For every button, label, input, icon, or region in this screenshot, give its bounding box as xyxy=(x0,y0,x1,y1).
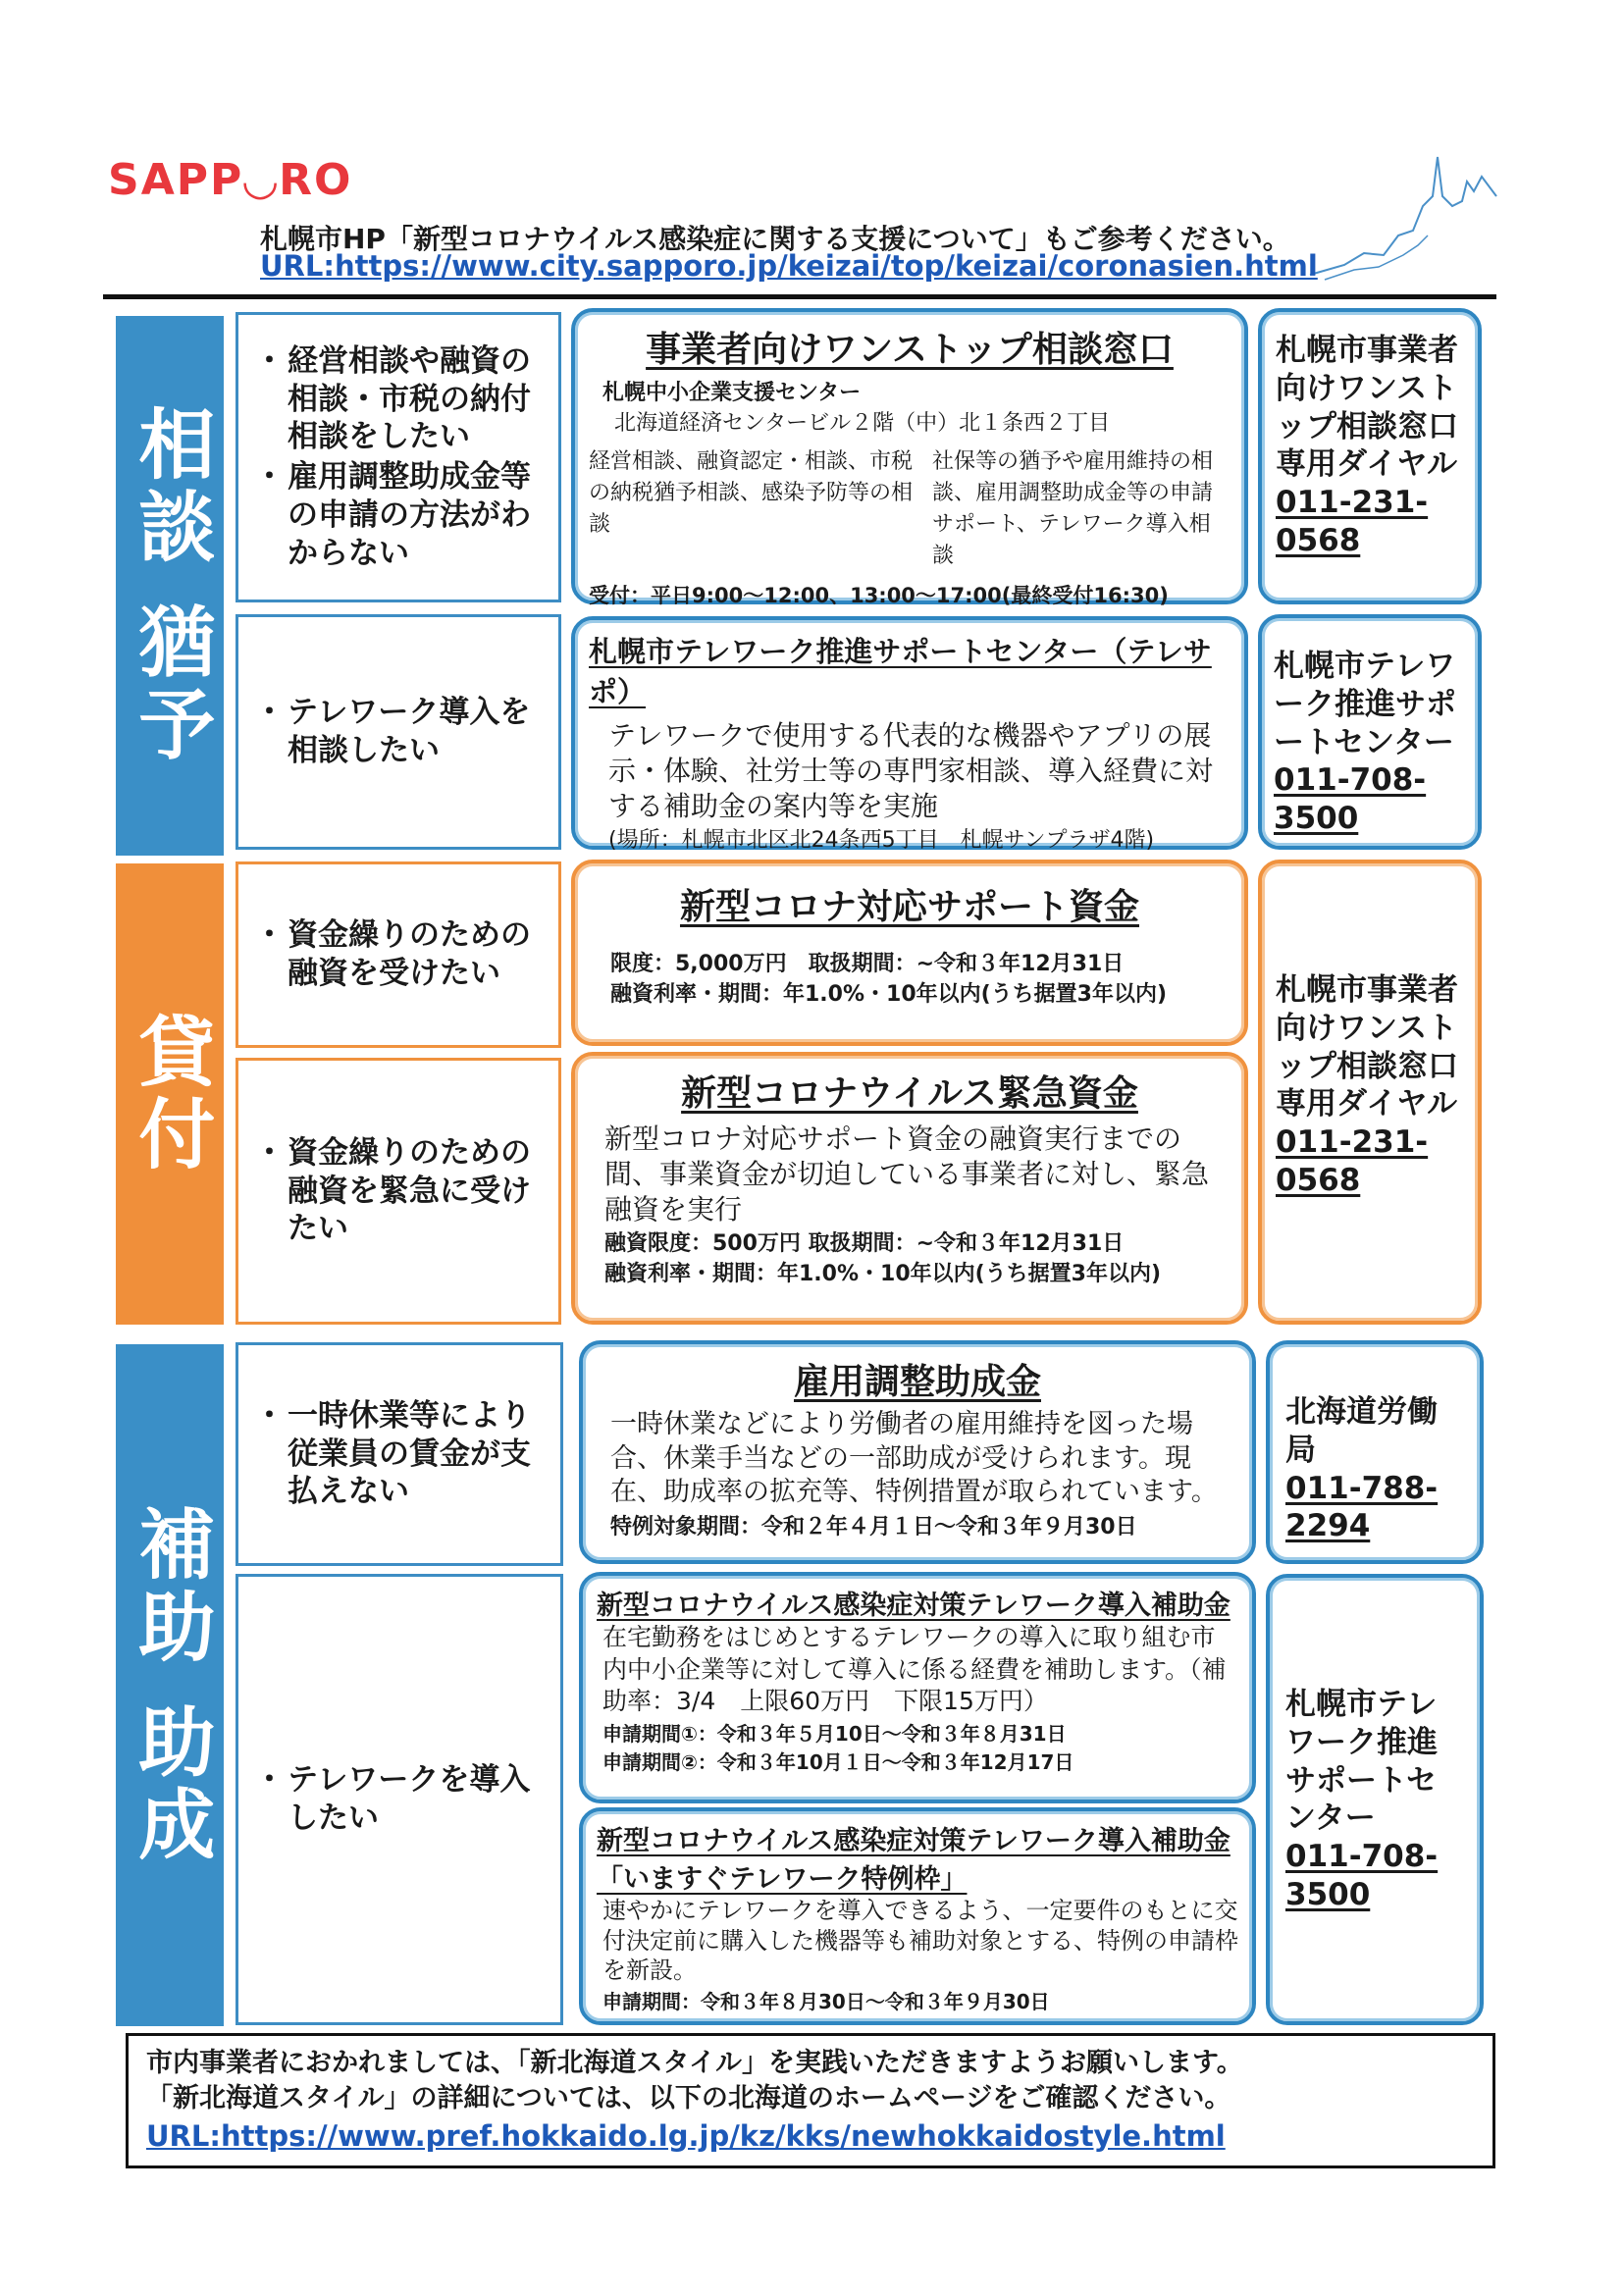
category-subsidy-label: 補助 助成 xyxy=(126,1503,215,1867)
contact-name: 札幌市事業者向けワンストップ相談窓口専用ダイヤル xyxy=(1276,333,1458,483)
card-title: 札幌市テレワーク推進サポートセンター（テレサポ） xyxy=(589,635,1212,708)
hokkaido-style-link[interactable]: URL:https://www.pref.hokkaido.lg.jp/kz/kks/newhokkaidostyle.html xyxy=(146,2118,1226,2153)
sapporo-logo: SAPP◡RO xyxy=(108,155,353,205)
category-loan-label: 貸付 xyxy=(126,1012,215,1176)
need-telework-introduce xyxy=(236,1574,563,2025)
card-org: 札幌中小企業支援センター xyxy=(602,381,862,405)
card-period-2: 申請期間②：令和３年10月１日～令和３年12月17日 xyxy=(602,1749,1074,1774)
footer-line-2: 「新北海道スタイル」の詳細については、以下の北海道のホームページをご確認ください。 xyxy=(146,2083,1231,2114)
card-body: 在宅勤務をはじめとするテレワークの導入に取り組む市内中小企業等に対して導入に係る経費を補助します。（補助率：3/4 上限60万円 下限15万円） xyxy=(602,1623,1227,1715)
card-body: 新型コロナ対応サポート資金の融資実行までの間、事業資金が切迫している事業者に対し、緊急融資を実行 xyxy=(604,1122,1210,1226)
need-emergency-financing xyxy=(236,1058,561,1325)
card-left-services: 経営相談、融資認定・相談、市税の納税猶予相談、感染予防等の相談 xyxy=(589,449,914,537)
contact-phone[interactable]: 011-708-3500 xyxy=(1285,1839,1439,1912)
new-hokkaido-style-notice xyxy=(126,2033,1495,2168)
card-subtitle: 「いますぐテレワーク特例枠」 xyxy=(597,1864,968,1895)
card-title: 新型コロナ対応サポート資金 xyxy=(679,887,1139,927)
contact-telework-center xyxy=(1258,614,1482,850)
contact-phone[interactable]: 011-231-0568 xyxy=(1276,1124,1429,1198)
one-stop-consultation-card xyxy=(571,308,1248,607)
card-rate: 融資利率・期間：年1.0%・10年以内(うち据置3年以内) xyxy=(610,982,1168,1007)
card-rate: 融資利率・期間：年1.0%・10年以内(うち据置3年以内) xyxy=(604,1262,1162,1287)
need-item: ・ 一時休業等により従業員の賃金が支払えない xyxy=(288,1397,552,1511)
card-title: 新型コロナウイルス感染症対策テレワーク導入補助金 xyxy=(597,1591,1230,1621)
contact-phone[interactable]: 011-231-0568 xyxy=(1276,485,1429,558)
telework-support-center-card xyxy=(571,616,1248,854)
need-financing xyxy=(236,861,561,1048)
need-item: ・ 資金繰りのための融資を受けたい xyxy=(288,916,550,993)
card-title: 雇用調整助成金 xyxy=(793,1362,1041,1402)
card-period: 申請期間：令和３年８月30日～令和３年９月30日 xyxy=(602,1990,1050,2014)
card-period-1: 申請期間①：令和３年５月10日～令和３年８月31日 xyxy=(602,1721,1067,1746)
card-body: 速やかにテレワークを導入できるよう、一定要件のもとに交付決定前に購入した機器等も補助対象とする、特例の申請枠を新設。 xyxy=(602,1897,1238,1985)
need-telework-consult xyxy=(236,614,561,850)
need-item: ・ 経営相談や融資の相談・市税の納付相談をしたい xyxy=(288,342,550,456)
card-address: 北海道経済センタービル２階（中）北１条西２丁目 xyxy=(614,411,1111,436)
contact-phone[interactable]: 011-788-2294 xyxy=(1285,1470,1439,1544)
covid-support-fund-card xyxy=(571,860,1248,1046)
card-title: 新型コロナウイルス感染症対策テレワーク導入補助金 xyxy=(597,1826,1230,1856)
card-hours: 受付：平日9:00～12:00、13:00～17:00(最終受付16:30) xyxy=(589,583,1169,607)
sapporo-support-link[interactable]: URL:https://www.city.sapporo.jp/keizai/top/keizai/coronasien.html xyxy=(260,249,1318,283)
need-wage-support xyxy=(236,1342,563,1566)
intro-text: 札幌市HP「新型コロナウイルス感染症に関する支援について」もご参考ください。 xyxy=(260,223,1290,255)
category-consultation-label: 相談 猶予 xyxy=(126,404,215,767)
contact-name: 札幌市事業者向けワンストップ相談窓口専用ダイヤル xyxy=(1276,972,1458,1122)
header-divider xyxy=(103,294,1496,299)
card-title: 新型コロナウイルス緊急資金 xyxy=(681,1073,1138,1114)
card-title: 事業者向けワンストップ相談窓口 xyxy=(646,330,1174,370)
category-subsidy xyxy=(116,1344,224,2026)
contact-loan-dial xyxy=(1258,860,1482,1325)
card-body: 一時休業などにより労働者の雇用維持を図った場合、休業手当などの一部助成が受けられます。現在、助成率の拡充等、特例措置が取られています。 xyxy=(610,1409,1218,1508)
contact-name: 札幌市テレワーク推進サポートセンター xyxy=(1285,1687,1438,1837)
card-limit: 融資限度：500万円 取扱期間：~令和３年12月31日 xyxy=(604,1231,1125,1257)
telework-subsidy-card xyxy=(579,1572,1256,1803)
category-loan xyxy=(116,863,224,1325)
card-body: テレワークで使用する代表的な機器やアプリの展示・体験、社労士等の専門家相談、導入経費に対する補助金の案内等を実施 xyxy=(608,719,1214,822)
employment-adjustment-subsidy-card xyxy=(579,1340,1256,1564)
city-skyline-illustration xyxy=(1305,137,1501,285)
contact-name: 北海道労働局 xyxy=(1285,1394,1438,1468)
need-item: ・ 資金繰りのための融資を緊急に受けたい xyxy=(288,1134,550,1248)
need-item: ・ テレワークを導入したい xyxy=(288,1761,552,1838)
telework-special-frame-card xyxy=(579,1807,1256,2025)
contact-telework-center-2 xyxy=(1266,1574,1484,2025)
contact-labour-bureau xyxy=(1266,1340,1484,1564)
footer-line-1: 市内事業者におかれましては、「新北海道スタイル」を実践いただきますようお願いします。 xyxy=(146,2048,1243,2078)
contact-one-stop-dial xyxy=(1258,308,1482,604)
contact-phone[interactable]: 011-708-3500 xyxy=(1274,762,1427,836)
need-item: ・ 雇用調整助成金等の申請の方法がわからない xyxy=(288,458,550,572)
covid-emergency-fund-card xyxy=(571,1052,1248,1325)
category-consultation xyxy=(116,316,224,856)
card-place: (場所：札幌市北区北24条西5丁目 札幌サンプラザ4階) xyxy=(608,828,1155,854)
contact-name: 札幌市テレワーク推進サポートセンター xyxy=(1274,649,1456,760)
need-consultation-tax xyxy=(236,312,561,602)
need-item: ・ テレワーク導入を相談したい xyxy=(288,694,550,770)
card-limit: 限度：5,000万円 取扱期間：~令和３年12月31日 xyxy=(610,952,1125,976)
card-period: 特例対象期間：令和２年４月１日～令和３年９月30日 xyxy=(610,1514,1137,1539)
card-right-services: 社保等の猶予や雇用維持の相談、雇用調整助成金等の申請サポート、テレワーク導入相談 xyxy=(932,449,1214,568)
